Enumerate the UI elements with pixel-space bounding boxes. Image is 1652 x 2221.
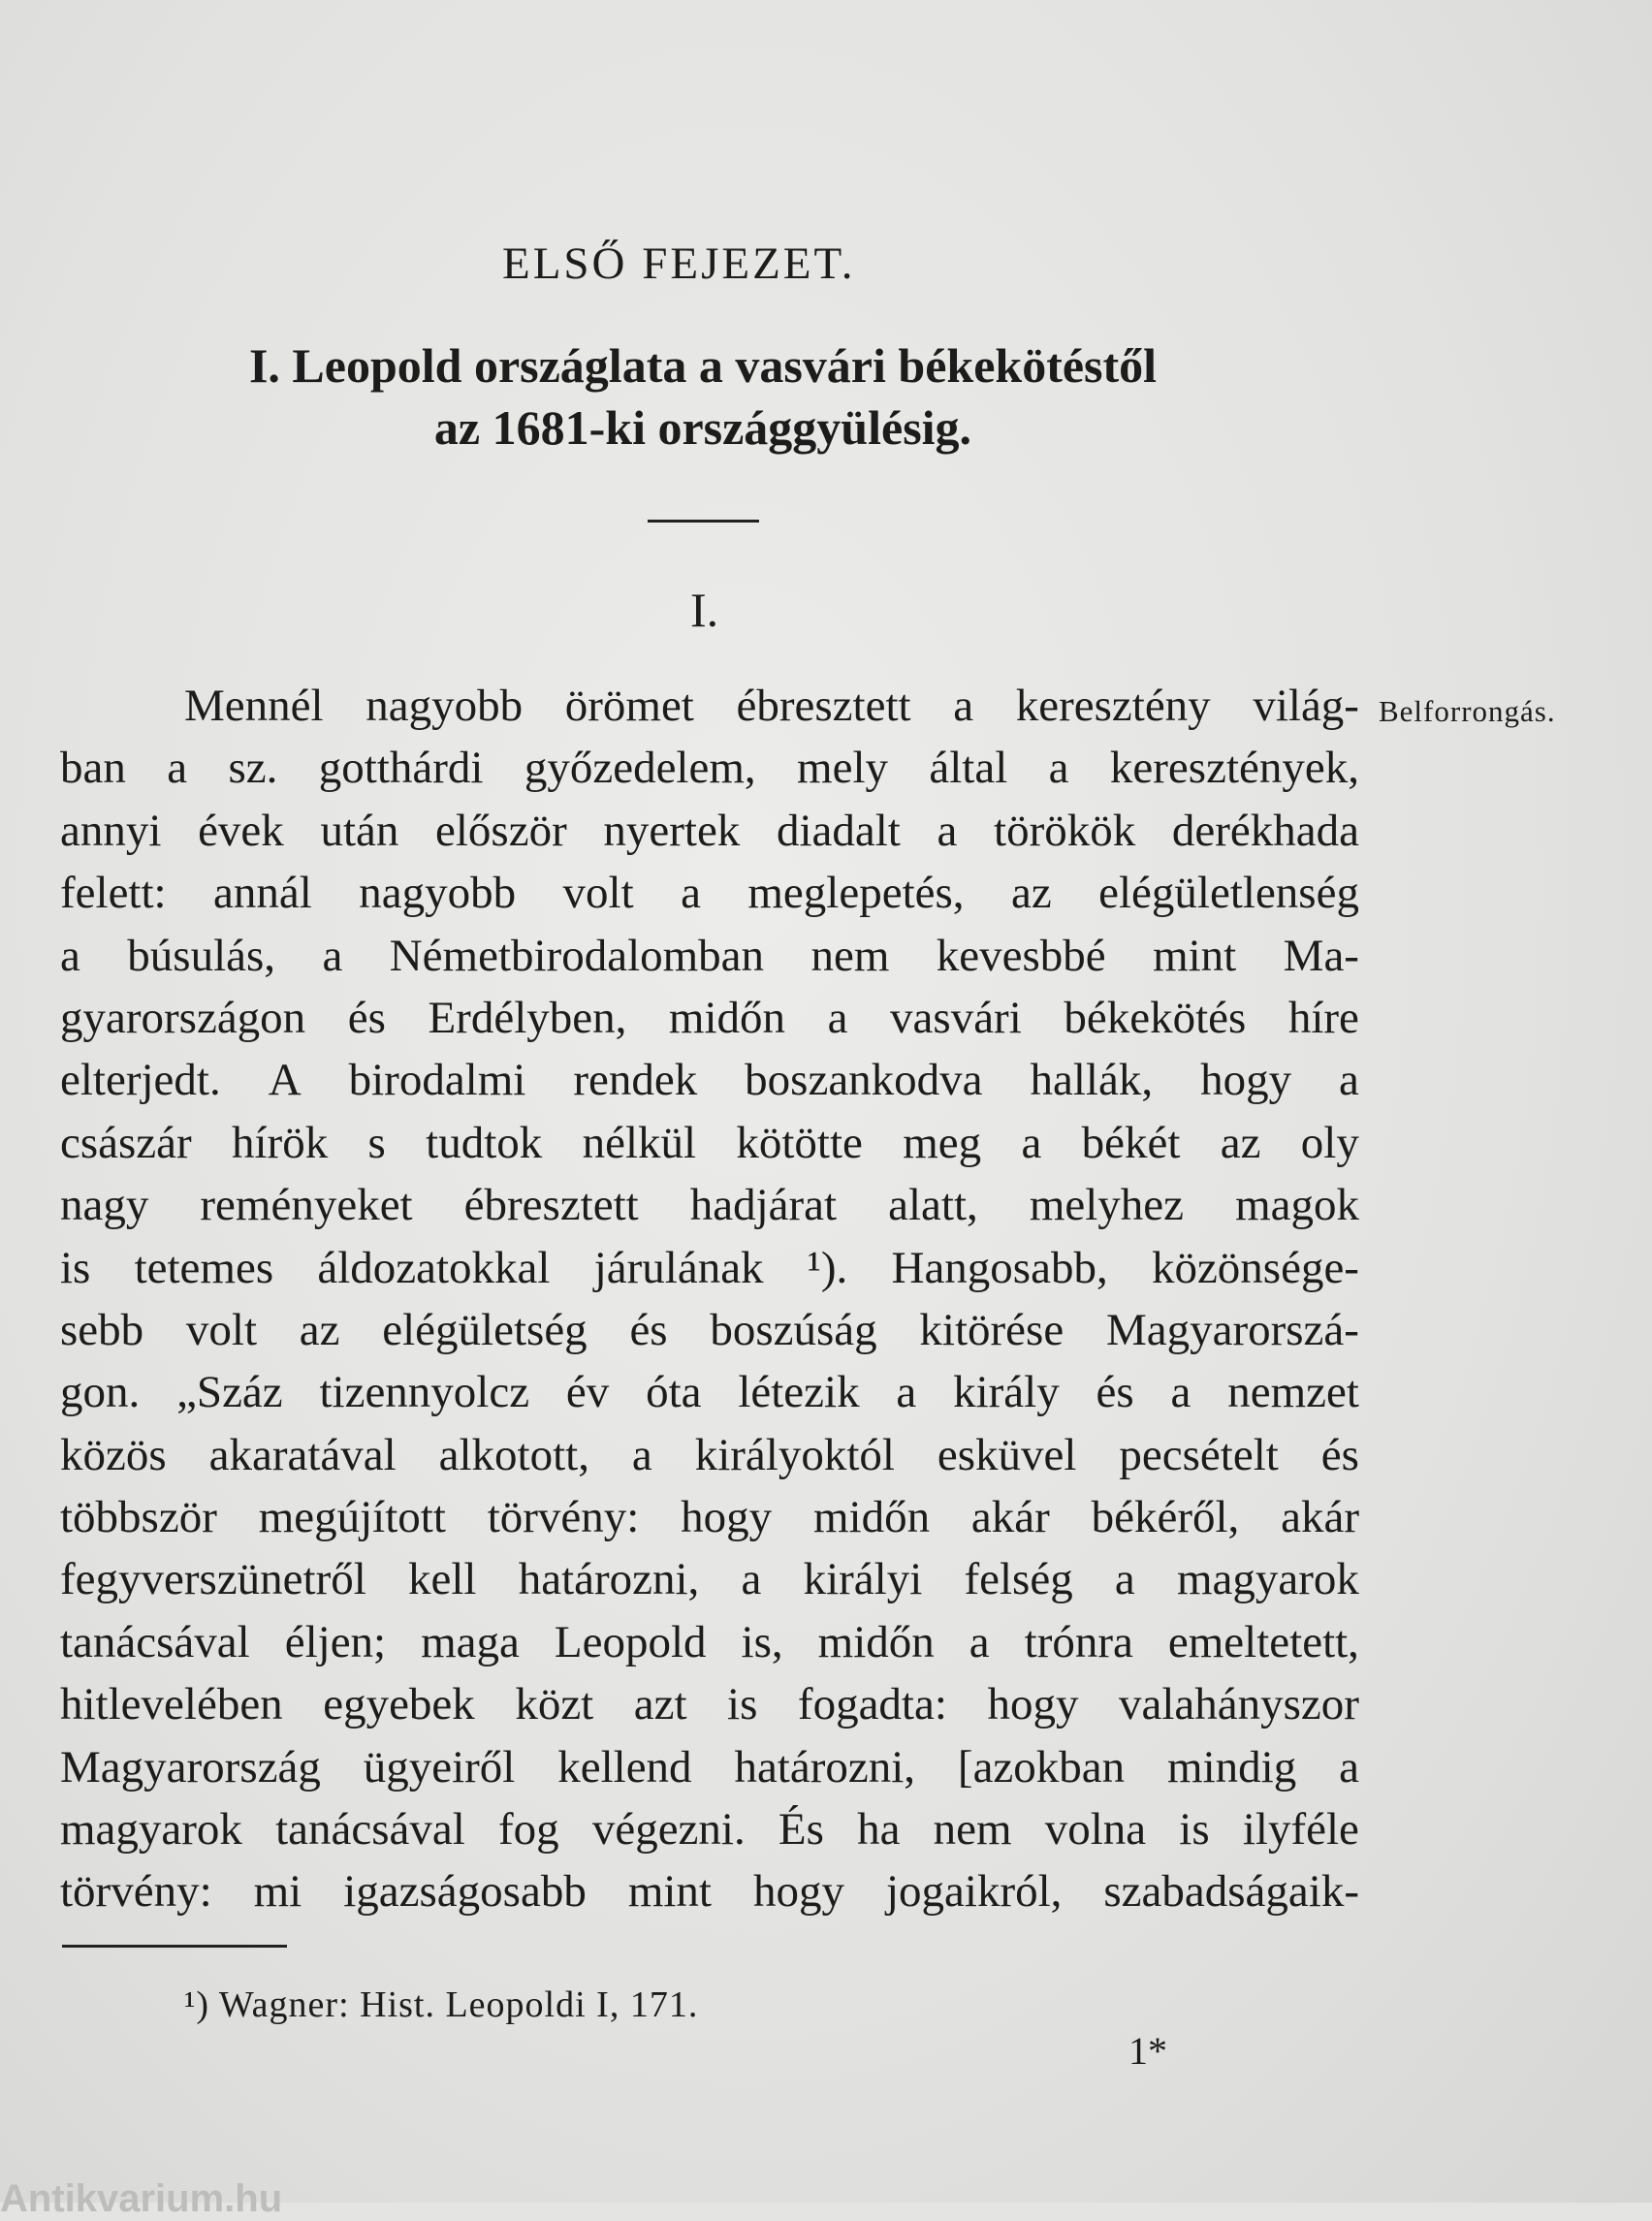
body-word: nem: [810, 930, 890, 981]
body-word: meg: [903, 1117, 982, 1168]
body-word: nyertek: [603, 805, 741, 856]
body-word: határozni,: [734, 1741, 916, 1793]
title-divider: [648, 520, 759, 523]
body-line: [60, 1486, 1359, 1548]
body-word: derékhada: [1171, 805, 1359, 856]
body-word: magyarok: [60, 1804, 242, 1856]
body-word: hallák,: [1030, 1055, 1154, 1106]
body-word: elégületség: [382, 1304, 588, 1355]
body-word: a: [937, 805, 958, 856]
body-word: is: [727, 1679, 758, 1730]
body-word: Mennél: [184, 681, 324, 731]
body-word: annál: [213, 868, 312, 919]
body-word: nagy: [60, 1180, 149, 1231]
body-word: év: [565, 1367, 610, 1418]
body-word: midőn: [817, 1616, 935, 1667]
body-word: létezik: [738, 1367, 860, 1418]
body-word: az: [1010, 868, 1052, 919]
body-word: kitörése: [919, 1304, 1064, 1355]
margin-note: Belforrongás.: [1379, 694, 1556, 728]
body-word: felett:: [60, 868, 167, 919]
body-word: törökök: [994, 805, 1136, 856]
body-word: nagyobb: [365, 681, 524, 731]
body-line: [60, 1299, 1359, 1361]
body-word: Németbirodalomban: [389, 930, 765, 981]
body-word: a: [1339, 1741, 1359, 1793]
body-word: éljen;: [284, 1616, 387, 1667]
footnote-divider: [62, 1945, 287, 1948]
body-word: a: [969, 1616, 990, 1667]
body-word: ilyféle: [1242, 1804, 1359, 1856]
body-word: annyi: [60, 805, 162, 856]
body-word: hogy: [681, 1492, 773, 1543]
body-word: volna: [1044, 1804, 1147, 1856]
body-word: megújított: [258, 1492, 446, 1543]
body-word: ügyeiről: [363, 1741, 516, 1793]
body-word: felség: [964, 1554, 1073, 1605]
body-word: közönsége-: [1151, 1242, 1359, 1293]
body-word: És: [778, 1804, 824, 1856]
body-word: magok: [1235, 1180, 1359, 1231]
body-word: trónra: [1024, 1616, 1133, 1667]
body-word: oly: [1300, 1117, 1359, 1168]
body-word: elégületlenség: [1098, 868, 1359, 919]
body-word: ban: [60, 743, 126, 794]
body-word: nemzet: [1227, 1367, 1359, 1418]
body-word: esküvel: [937, 1429, 1077, 1480]
body-word: mely: [797, 743, 889, 794]
body-word: volt: [562, 868, 634, 919]
body-word: Leopold: [554, 1616, 707, 1667]
body-word: kötötte: [736, 1117, 863, 1168]
body-word: gyarországon: [60, 992, 306, 1043]
body-word: a: [741, 1554, 762, 1605]
body-word: közös: [60, 1429, 167, 1480]
body-word: búsulás,: [127, 930, 276, 981]
body-word: akár: [1281, 1492, 1359, 1543]
body-line: [60, 1361, 1359, 1423]
body-word: is,: [741, 1616, 783, 1667]
body-word: is: [60, 1242, 91, 1293]
body-word: hitlevelében: [60, 1679, 283, 1730]
body-word: alkotott,: [438, 1429, 589, 1480]
body-word: a: [1114, 1554, 1135, 1605]
body-word: gon.: [60, 1367, 141, 1418]
body-line: [60, 737, 1359, 799]
body-word: által: [929, 743, 1008, 794]
body-word: magyarok: [1177, 1554, 1359, 1605]
body-word: tetemes: [134, 1242, 274, 1293]
body-word: békekötés: [1064, 992, 1247, 1043]
body-word: fog: [498, 1804, 559, 1856]
body-word: mi: [253, 1866, 302, 1918]
body-word: is: [1179, 1804, 1210, 1856]
body-line: [60, 1611, 1359, 1673]
body-word: a: [896, 1367, 917, 1418]
body-line: [60, 1424, 1359, 1486]
body-word: közt: [515, 1679, 594, 1730]
body-line: [60, 1798, 1359, 1860]
body-line: [60, 1860, 1359, 1922]
body-word: szabadságaik-: [1103, 1866, 1359, 1918]
body-word: kellend: [557, 1741, 692, 1793]
body-word: győzedelem,: [524, 743, 756, 794]
body-word: a: [1339, 1055, 1359, 1106]
body-word: többször: [60, 1492, 217, 1543]
body-word: tanácsával: [275, 1804, 465, 1856]
body-word: a: [1170, 1367, 1191, 1418]
body-word: a: [631, 1429, 652, 1480]
body-word: boszúság: [710, 1304, 877, 1355]
chapter-heading: ELSŐ FEJEZET.: [502, 238, 856, 289]
body-word: fogadta:: [797, 1679, 947, 1730]
body-word: áldozatokkal: [317, 1242, 551, 1293]
body-word: nagyobb: [359, 868, 517, 919]
body-word: sz.: [228, 743, 278, 794]
body-word: Magyarország: [60, 1741, 321, 1793]
body-word: a: [681, 868, 701, 919]
body-word: a: [827, 992, 848, 1043]
body-word: törvény:: [60, 1866, 212, 1918]
body-word: végezni.: [591, 1804, 746, 1856]
body-text: [60, 675, 1359, 1923]
body-word: világ-: [1253, 681, 1359, 731]
body-word: az: [299, 1304, 340, 1355]
body-word: hadjárat: [689, 1180, 838, 1231]
body-word: mint: [1153, 930, 1237, 981]
body-line: [60, 925, 1359, 987]
body-word: vasvári: [890, 992, 1022, 1043]
body-word: igazságosabb: [343, 1866, 587, 1918]
body-word: a: [167, 743, 188, 794]
body-word: a: [1021, 1117, 1042, 1168]
bleed-through-text: [1047, 0, 1059, 54]
body-word: sebb: [60, 1304, 144, 1355]
body-word: akár: [970, 1492, 1050, 1543]
body-word: a: [60, 930, 80, 981]
watermark: Antikvarium.hu: [0, 2177, 283, 2220]
body-word: keresztény: [1015, 681, 1211, 731]
signature-mark: 1*: [1128, 2029, 1167, 2073]
body-word: mindig: [1167, 1741, 1297, 1793]
body-word: a: [322, 930, 343, 981]
body-word: a: [1048, 743, 1069, 794]
body-word: akaratával: [208, 1429, 397, 1480]
body-line: [60, 1673, 1359, 1735]
body-word: valahányszor: [1118, 1679, 1359, 1730]
body-word: hogy: [987, 1679, 1079, 1730]
body-word: nem: [933, 1804, 1012, 1856]
chapter-title-line-2: az 1681-ki országgyülésig.: [433, 400, 972, 455]
body-word: óta: [646, 1367, 702, 1418]
body-word: keresztények,: [1109, 743, 1359, 794]
body-word: s: [367, 1117, 386, 1168]
body-word: Magyarorszá-: [1105, 1304, 1359, 1355]
body-word: ébresztett: [463, 1180, 639, 1231]
body-word: hírök: [232, 1117, 329, 1168]
body-line: [60, 1548, 1359, 1610]
footnote: ¹) Wagner: Hist. Leopoldi I, 171.: [184, 1984, 699, 2025]
body-word: és: [347, 992, 386, 1043]
body-line: [60, 1174, 1359, 1236]
body-word: tanácsával: [60, 1616, 250, 1667]
body-word: kevesbbé: [936, 930, 1106, 981]
body-word: alatt,: [888, 1180, 978, 1231]
body-word: hogy: [752, 1866, 844, 1918]
body-word: az: [1220, 1117, 1261, 1168]
body-word: császár: [60, 1117, 192, 1168]
body-word: azt: [633, 1679, 687, 1730]
body-word: békéről,: [1091, 1492, 1240, 1543]
body-word: először: [435, 805, 567, 856]
body-word: Hangosabb,: [891, 1242, 1108, 1293]
body-word: Erdélyben,: [428, 992, 627, 1043]
body-word: királyoktól: [694, 1429, 895, 1480]
body-word: kell: [408, 1554, 477, 1605]
body-word: jogaikról,: [885, 1866, 1063, 1918]
body-word: midőn: [668, 992, 786, 1043]
body-word: maga: [421, 1616, 520, 1667]
body-word: reményeket: [200, 1180, 413, 1231]
body-line: [60, 862, 1359, 924]
body-word: a: [953, 681, 974, 731]
body-word: Ma-: [1283, 930, 1359, 981]
body-word: midőn: [812, 1492, 931, 1543]
body-word: határozni,: [518, 1554, 700, 1605]
body-word: rendek: [573, 1055, 698, 1106]
body-word: pecsételt: [1119, 1429, 1279, 1480]
body-line: [60, 1112, 1359, 1174]
chapter-title-line-1: I. Leopold országlata a vasvári békekötéstől: [248, 338, 1158, 393]
body-word: és: [1096, 1367, 1134, 1418]
body-word: híre: [1287, 992, 1359, 1043]
body-word: emeltetett,: [1167, 1616, 1359, 1667]
body-word: „Száz: [176, 1367, 283, 1418]
body-word: örömet: [564, 681, 694, 731]
body-line: [60, 987, 1359, 1049]
body-word: gotthárdi: [318, 743, 484, 794]
body-word: király: [953, 1367, 1060, 1418]
body-word: után: [320, 805, 399, 856]
body-word: tizennyolcz: [319, 1367, 530, 1418]
body-line: [60, 675, 1359, 737]
body-word: tudtok: [426, 1117, 543, 1168]
body-word: hogy: [1200, 1055, 1292, 1106]
body-word: mint: [627, 1866, 712, 1918]
body-word: és: [1320, 1429, 1359, 1480]
body-word: volt: [185, 1304, 258, 1355]
body-word: meglepetés,: [747, 868, 965, 919]
body-word: fegyverszünetről: [60, 1554, 366, 1605]
body-word: elterjedt.: [60, 1055, 221, 1106]
body-word: melyhez: [1029, 1180, 1185, 1231]
body-word: boszankodva: [745, 1055, 983, 1106]
body-word: járulának: [593, 1242, 764, 1293]
body-line: [60, 800, 1359, 862]
body-line: [60, 1736, 1359, 1798]
body-word: birodalmi: [348, 1055, 526, 1106]
body-word: egyebek: [323, 1679, 475, 1730]
body-word: [azokban: [957, 1741, 1126, 1793]
body-word: nélkül: [582, 1117, 697, 1168]
body-word: és: [629, 1304, 668, 1355]
body-word: ha: [857, 1804, 901, 1856]
body-word: királyi: [803, 1554, 923, 1605]
body-word: évek: [198, 805, 284, 856]
body-line: [60, 1237, 1359, 1299]
body-word: ¹).: [807, 1242, 848, 1293]
body-word: diadalt: [776, 805, 901, 856]
section-number: I.: [690, 583, 719, 637]
body-line: [60, 1049, 1359, 1111]
body-word: törvény:: [487, 1492, 640, 1543]
body-word: ébresztett: [736, 681, 911, 731]
body-word: békét: [1081, 1117, 1181, 1168]
body-word: A: [268, 1055, 302, 1106]
